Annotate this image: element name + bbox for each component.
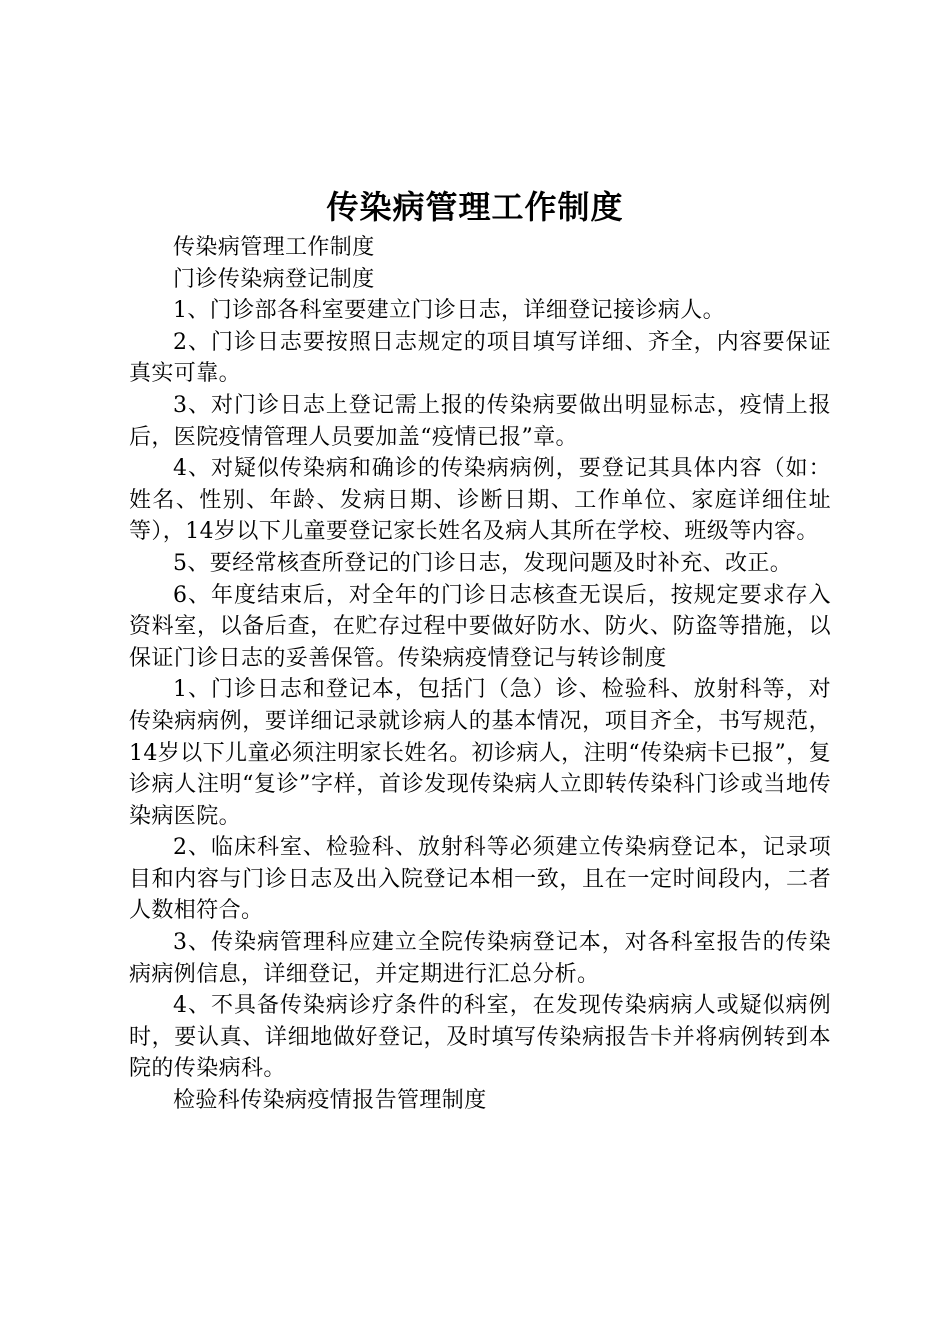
section-heading-lab-reporting: 检验科传染病疫情报告管理制度 [173,1088,487,1114]
paragraph-subtitle: 传染病管理工作制度 [173,235,375,260]
document-body [129,232,831,1117]
section-heading-outpatient-registration: 门诊传染病登记制度 [173,266,375,292]
paragraph-item: 4、不具备传染病诊疗条件的科室，在发现传染病病人或疑似病例时，要认真、详细地做好登记，及时填写传染病报告卡并将病例转到本院的传染病科。 [129,993,831,1082]
paragraph-item: 3、对门诊日志上登记需上报的传染病要做出明显标志，疫情上报后，医院疫情管理人员要加盖“疫情已报”章。 [129,392,831,450]
paragraph-item: 5、要经常核查所登记的门诊日志，发现问题及时补充、改正。 [173,550,793,576]
paragraph-item: 4、对疑似传染病和确诊的传染病病例，要登记其具体内容（如：姓名、性别、年龄、发病日期、诊断日期、工作单位、家庭详细住址等），14岁以下儿童要登记家长姓名及病人其所在学校、班级等内容。 [129,456,831,545]
paragraph-item: 2、临床科室、检验科、放射科等必须建立传染病登记本，记录项目和内容与门诊日志及出入院登记本相一致，且在一定时间段内，二者人数相符合。 [129,835,831,924]
paragraph-item: 1、门诊部各科室要建立门诊日志，详细登记接诊病人。 [173,298,725,324]
paragraph-item: 2、门诊日志要按照日志规定的项目填写详细、齐全，内容要保证真实可靠。 [129,329,831,387]
paragraph-item: 3、传染病管理科应建立全院传染病登记本，对各科室报告的传染病病例信息，详细登记，并定期进行汇总分析。 [129,930,831,987]
paragraph-item: 1、门诊日志和登记本，包括门（急）诊、检验科、放射科等，对传染病病例，要详细记录就诊病人的基本情况，项目齐全，书写规范，14岁以下儿童必须注明家长姓名。初诊病人，注明“传染病卡已报”，复诊病人注明“复诊”字样，首诊发现传染病人立即转传染科门诊或当地传染病医院。 [129,677,831,829]
paragraph-item: 6、年度结束后，对全年的门诊日志核查无误后，按规定要求存入资料室，以备后查，在贮存过程中要做好防水、防火、防盗等措施，以保证门诊日志的妥善保管。传染病疫情登记与转诊制度 [129,582,831,671]
document-title: 传染病管理工作制度 [326,188,624,226]
